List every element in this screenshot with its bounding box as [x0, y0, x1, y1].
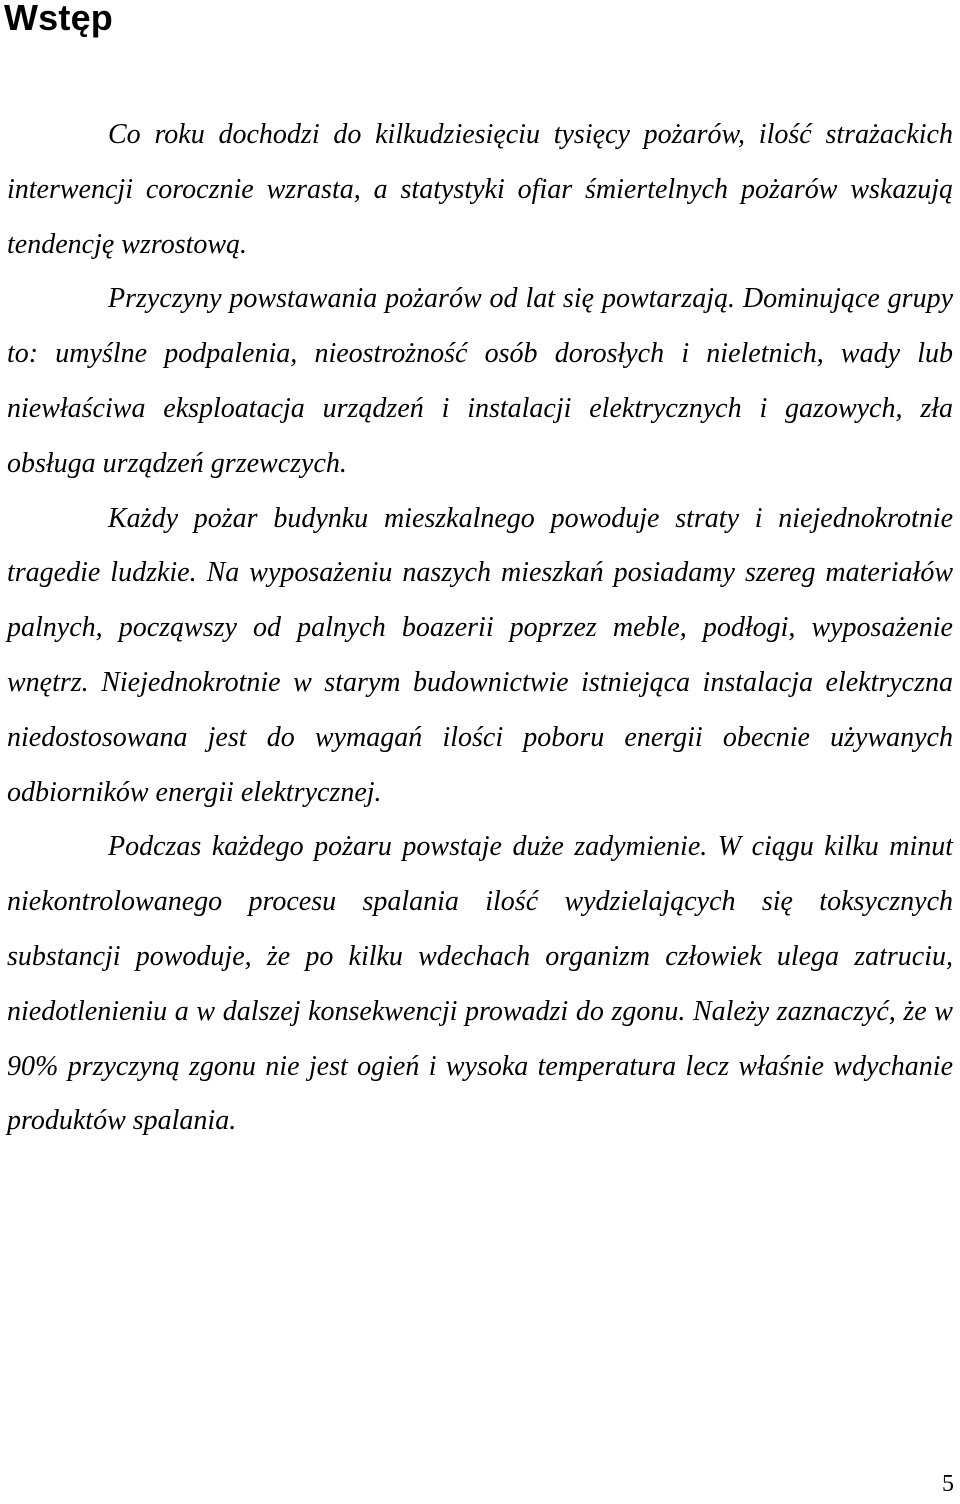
- paragraph-smoke: Podczas każdego pożaru powstaje duże zadymienie. W ciągu kilku minut niekontrolowanego procesu spalania ilość wydzielających się toksycznych substancji powoduje, że po kilku wdechach organizm człowiek ulega zatruciu, niedotlenieniu a w dalszej konsekwencji prowadzi do zgonu. Należy zaznaczyć, że w 90% przyczyną zgonu nie jest ogień i wysoka temperatura lecz właśnie wdychanie produktów spalania.: [7, 831, 953, 1137]
- paragraph-residential-fires: Każdy pożar budynku mieszkalnego powoduje straty i niejednokrotnie tragedie ludzkie. Na wyposażeniu naszych mieszkań posiadamy szereg materiałów palnych, począwszy od palnych boazerii poprzez meble, podłogi, wyposażenie wnętrz. Niejednokrotnie w starym budownictwie istniejąca instalacja elektryczna niedostosowana jest do wymagań ilości poboru energii obecnie używanych odbiorników energii elektrycznej.: [7, 502, 953, 808]
- page-number: 5: [942, 1471, 954, 1497]
- paragraph-causes: Przyczyny powstawania pożarów od lat się powtarzają. Dominujące grupy to: umyślne podpalenia, nieostrożność osób dorosłych i nieletnich, wady lub niewłaściwa eksploatacja urządzeń i instalacji elektrycznych i gazowych, zła obsługa urządzeń grzewczych.: [7, 283, 953, 479]
- section-heading: Wstęp: [4, 0, 113, 38]
- body-text: [7, 108, 953, 1149]
- paragraph-intro: Co roku dochodzi do kilkudziesięciu tysięcy pożarów, ilość strażackich interwencji corocznie wzrasta, a statystyki ofiar śmiertelnych pożarów wskazują tendencję wzrostową.: [7, 119, 953, 260]
